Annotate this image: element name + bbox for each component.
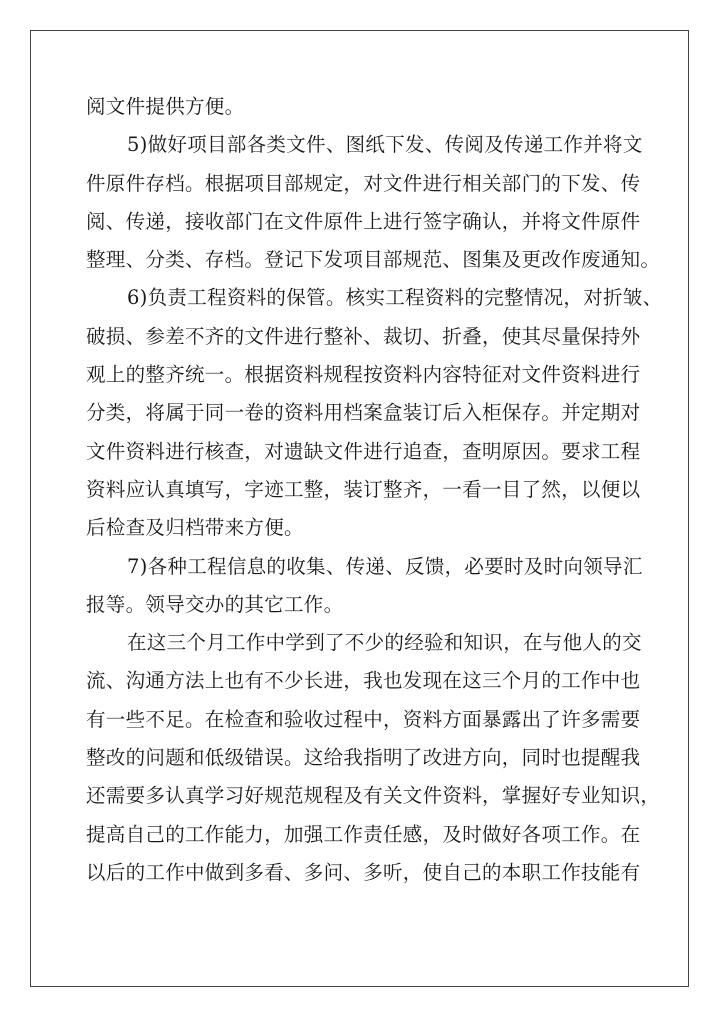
text-line: 分类，将属于同一卷的资料用档案盒装订后入柜保存。并定期对 (86, 401, 641, 425)
text-line: 破损、参差不齐的文件进行整补、裁切、折叠，使其尽量保持外 (86, 324, 641, 348)
text-line: 5)做好项目部各类文件、图纸下发、传阅及传递工作并将文 (127, 133, 643, 157)
text-line: 件原件存档。根据项目部规定，对文件进行相关部门的下发、传 (86, 171, 641, 195)
text-line: 整改的问题和低级错误。这给我指明了改进方向，同时也提醒我 (86, 746, 641, 770)
text-line: 资料应认真填写，字迹工整，装订整齐，一看一目了然，以便以 (86, 477, 641, 501)
text-line: 阅、传递，接收部门在文件原件上进行签字确认，并将文件原件 (86, 209, 641, 233)
text-line: 后检查及归档带来方便。 (86, 516, 304, 540)
text-line: 在这三个月工作中学到了不少的经验和知识，在与他人的交 (127, 631, 642, 655)
text-line: 观上的整齐统一。根据资料规程按资料内容特征对文件资料进行 (86, 363, 641, 387)
text-line: 6)负责工程资料的保管。核实工程资料的完整情况，对折皱、 (127, 286, 663, 310)
document-body (86, 88, 663, 892)
text-line: 报等。领导交办的其它工作。 (86, 592, 344, 616)
text-line: 整理、分类、存档。登记下发项目部规范、图集及更改作废通知。 (86, 248, 661, 272)
text-line: 还需要多认真学习好规范规程及有关文件资料，掌握好专业知识， (86, 784, 661, 808)
text-line: 文件资料进行核查，对遗缺文件进行追查，查明原因。要求工程 (86, 439, 641, 463)
text-line: 7)各种工程信息的收集、传递、反馈，必要时及时向领导汇 (127, 554, 643, 578)
text-line: 以后的工作中做到多看、多问、多听，使自己的本职工作技能有 (86, 860, 641, 884)
text-line: 有一些不足。在检查和验收过程中，资料方面暴露出了许多需要 (86, 707, 641, 731)
text-line: 流、沟通方法上也有不少长进，我也发现在这三个月的工作中也 (86, 669, 641, 693)
text-line: 阅文件提供方便。 (86, 95, 245, 118)
text-line: 提高自己的工作能力，加强工作责任感，及时做好各项工作。在 (86, 822, 641, 846)
